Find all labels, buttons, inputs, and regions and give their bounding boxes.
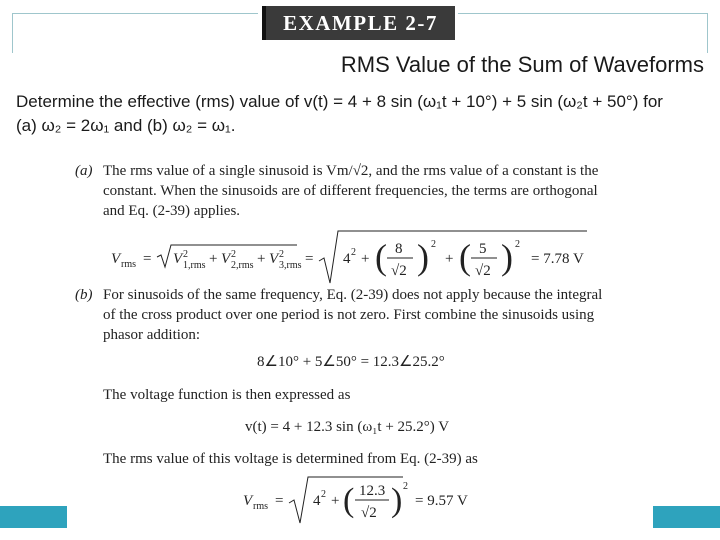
svg-text:2: 2 xyxy=(231,249,236,260)
frame-edge-left xyxy=(12,13,13,53)
svg-text:2,rms: 2,rms xyxy=(231,260,254,271)
frame-edge-right xyxy=(707,13,708,53)
part-a-text-2: constant. When the sinusoids are of different frequencies, the terms are orthogonal xyxy=(103,183,598,199)
svg-text:2: 2 xyxy=(321,489,326,500)
svg-text:1,rms: 1,rms xyxy=(183,260,206,271)
svg-text:2: 2 xyxy=(183,249,188,260)
svg-text:rms: rms xyxy=(253,501,268,512)
solution-panel xyxy=(67,157,653,528)
part-a-text-3: and Eq. (2-39) applies. xyxy=(103,203,241,219)
svg-text:2: 2 xyxy=(431,239,436,250)
svg-text:): ) xyxy=(417,237,429,277)
svg-text:(: ( xyxy=(343,482,355,519)
svg-text:√2: √2 xyxy=(361,505,377,521)
slide-title: RMS Value of the Sum of Waveforms xyxy=(340,52,704,77)
svg-text:V: V xyxy=(269,251,279,267)
part-b-text-3: phasor addition: xyxy=(103,327,201,343)
svg-text:4: 4 xyxy=(343,251,351,267)
svg-text:): ) xyxy=(391,482,403,519)
svg-text:3,rms: 3,rms xyxy=(279,260,302,271)
frame-line-left xyxy=(12,13,258,14)
svg-text:2: 2 xyxy=(515,239,520,250)
equation-b-result: = 9.57 V xyxy=(415,493,468,509)
problem-line-2: (a) ω₂ = 2ω₁ and (b) ω₂ = ω₁. xyxy=(16,116,236,135)
part-b-text-1: For sinusoids of the same frequency, Eq. (2-39) does not apply because the integral xyxy=(103,287,603,303)
problem-line-1: Determine the effective (rms) value of v(t) = 4 + 8 sin (ω₁t + 10°) + 5 sin (ω₂t + 50°) for xyxy=(16,92,663,111)
voltage-equation: v(t) = 4 + 12.3 sin (ω₁t + 25.2°) V xyxy=(245,419,450,435)
svg-text:rms: rms xyxy=(121,259,136,270)
svg-text:+: + xyxy=(331,493,340,509)
svg-text:2: 2 xyxy=(279,249,284,260)
svg-text:2: 2 xyxy=(403,481,408,492)
svg-text:V: V xyxy=(243,493,253,509)
part-b-text-2: of the cross product over one period is not zero. First combine the sinusoids using xyxy=(103,307,595,323)
svg-text:V: V xyxy=(111,251,121,267)
svg-text:): ) xyxy=(501,237,513,277)
svg-text:=: = xyxy=(143,251,152,267)
svg-text:4: 4 xyxy=(313,493,321,509)
svg-text:V: V xyxy=(173,251,183,267)
svg-text:=: = xyxy=(275,493,284,509)
svg-text:√2: √2 xyxy=(391,263,407,279)
problem-statement xyxy=(16,90,706,138)
svg-text:+: + xyxy=(257,251,266,267)
rms-intro: The rms value of this voltage is determined from Eq. (2-39) as xyxy=(103,451,478,467)
svg-text:5: 5 xyxy=(479,241,487,257)
svg-text:√2: √2 xyxy=(475,263,491,279)
frame-line-right xyxy=(458,13,708,14)
part-a-text-1: The rms value of a single sinusoid is Vm/√2, and the rms value of a constant is the xyxy=(103,163,599,179)
svg-text:=: = xyxy=(305,251,314,267)
svg-text:V: V xyxy=(221,251,231,267)
svg-text:(: ( xyxy=(375,237,387,277)
voltage-intro: The voltage function is then expressed as xyxy=(103,387,351,403)
equation-b xyxy=(243,475,483,527)
svg-text:(: ( xyxy=(459,237,471,277)
part-b-label: (b) xyxy=(75,287,93,303)
svg-text:+: + xyxy=(209,251,218,267)
equation-a xyxy=(111,227,631,287)
svg-text:+: + xyxy=(361,251,370,267)
svg-text:+: + xyxy=(445,251,454,267)
part-a-label: (a) xyxy=(75,163,93,179)
example-banner: EXAMPLE 2-7 xyxy=(266,6,455,40)
svg-text:8: 8 xyxy=(395,241,403,257)
svg-text:12.3: 12.3 xyxy=(359,483,386,499)
phasor-equation: 8∠10° + 5∠50° = 12.3∠25.2° xyxy=(257,354,445,370)
svg-text:2: 2 xyxy=(351,247,356,258)
equation-a-result: = 7.78 V xyxy=(531,251,584,267)
